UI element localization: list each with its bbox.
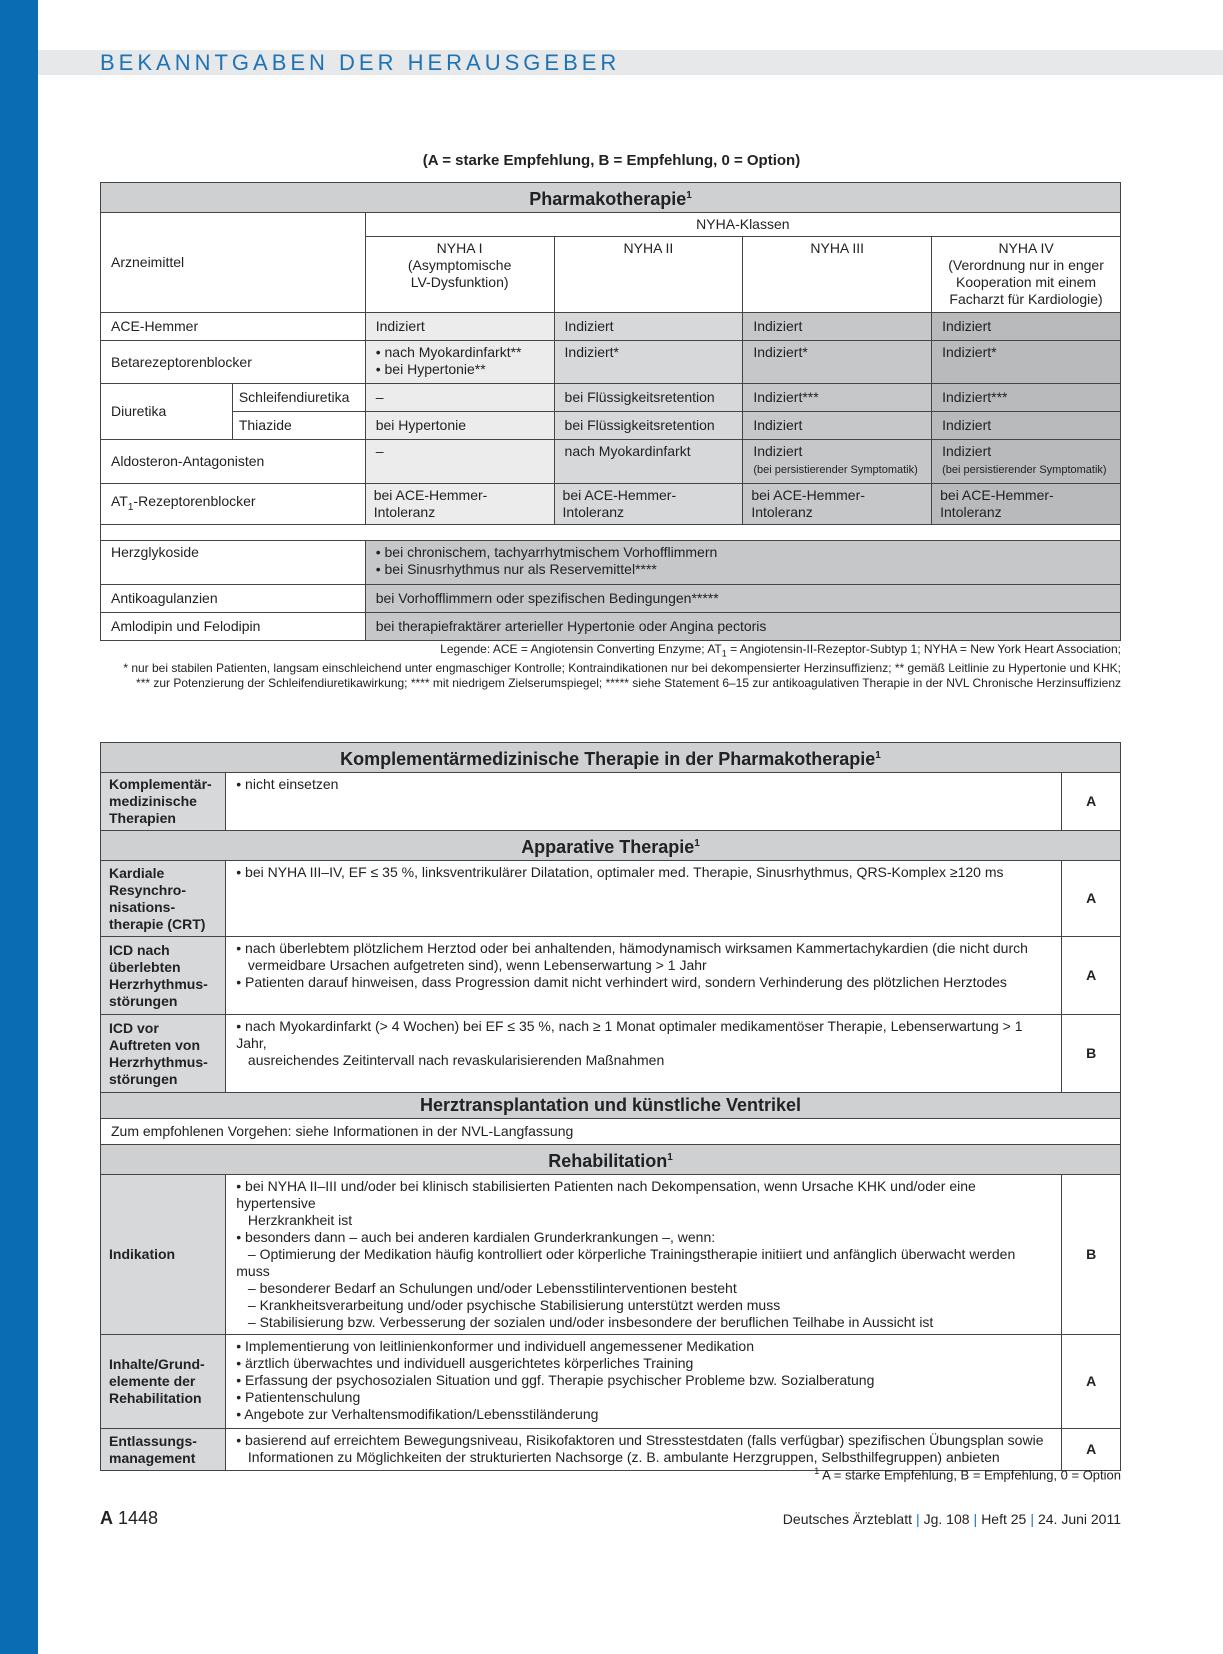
app-title: Apparative Therapie$^1$ <box>101 831 1121 861</box>
inh-label: Inhalte/Grund- elemente der Rehabilitation <box>101 1335 226 1429</box>
ent-label: Entlassungs- management <box>101 1429 226 1471</box>
cell-at1-1: bei ACE-Hemmer-Intoleranz <box>365 484 554 525</box>
row-label-diuretika: Diuretika <box>101 384 233 440</box>
cell-schleifen-4: Indiziert*** <box>932 384 1121 412</box>
row-label-schleifen: Schleifendiuretika <box>232 384 365 412</box>
nyha-2-header: NYHA II <box>554 237 743 313</box>
page-number: A 1448 <box>100 1508 159 1528</box>
cell-beta-2: Indiziert* <box>554 341 743 384</box>
nyha-1-header: NYHA I (Asymptomische LV-Dysfunktion) <box>365 237 554 313</box>
row-label-antikoagulanzien: Antikoagulanzien <box>101 585 366 613</box>
cell-thiazide-4: Indiziert <box>932 412 1121 440</box>
icd1-label: ICD nach überlebten Herzrhythmus- störungen <box>101 937 226 1015</box>
journal-date: 24. Juni 2011 <box>1037 1511 1121 1527</box>
icd2-label: ICD vor Auftreten von Herzrhythmus- störungen <box>101 1015 226 1093</box>
ind-grade: B <box>1062 1175 1121 1335</box>
col-drug-header: Arzneimittel <box>101 213 366 313</box>
journal-name: Deutsches Ärzteblatt <box>782 1511 912 1527</box>
row-label-aldosteron: Aldosteron-Antagonisten <box>101 440 366 484</box>
komp-label: Komplementär- medizinische Therapien <box>101 773 226 831</box>
cell-aldo-1: – <box>365 440 554 484</box>
legend-line-2: * nur bei stabilen Patienten, langsam einschleichend unter engmaschiger Kontrolle; Kontraindikationen nur bei dekompensierter Herzinsuffizienz; ** gemäß Leitlinie zu Hypertonie und KHK; <box>123 661 1121 676</box>
row-label-at1: $AT_1$-Rezeptorenblocker <box>101 484 366 525</box>
cell-at1-4: bei ACE-Hemmer-Intoleranz <box>932 484 1121 525</box>
inh-grade: A <box>1062 1335 1121 1429</box>
nyha-group-header: NYHA-Klassen <box>365 213 1120 237</box>
cell-thiazide-2: bei Flüssigkeitsretention <box>554 412 743 440</box>
komp-title: Komplementärmedizinische Therapie in der Pharmakotherapie$^1$ <box>101 743 1121 773</box>
section-header: BEKANNTGABEN DER HERAUSGEBER <box>100 50 621 75</box>
cell-ace-3: Indiziert <box>743 313 932 341</box>
journal-heft: Heft 25 <box>981 1511 1027 1527</box>
cell-schleifen-1: – <box>365 384 554 412</box>
icd1-text: • nach überlebtem plötzlichem Herztod oder bei anhaltenden, hämodynamisch wirksamen Kammertachykardien (die nicht durch vermeidbare Ursachen aufgetreten sind), wenn Lebenserwartung > 1 Jahr • Patienten darauf hinweisen, dass Progression damit nicht verhindert wird, sondern Verhinderung des plötzlichen Herztodes <box>226 937 1062 1015</box>
crt-grade: A <box>1062 861 1121 937</box>
cell-schleifen-2: bei Flüssigkeitsretention <box>554 384 743 412</box>
legend-line-1: Legende: ACE = Angiotensin Converting Enzyme; $AT_1$ = Angiotensin-II-Rezeptor-Subtyp 1; NYHA = New York Heart Association; <box>440 642 1121 659</box>
crt-label: Kardiale Resynchro- nisations- therapie (CRT) <box>101 861 226 937</box>
nyha-3-header: NYHA III <box>743 237 932 313</box>
cell-aldo-3: Indiziert (bei persistierender Symptomatik) <box>743 440 932 484</box>
row-label-herzglykoside: Herzglykoside <box>101 541 366 585</box>
row-label-beta: Betarezeptorenblocker <box>101 341 366 384</box>
reha-title: Rehabilitation$^1$ <box>101 1145 1121 1175</box>
cell-thiazide-3: Indiziert <box>743 412 932 440</box>
journal-info: Deutsches Ärzteblatt | Jg. 108 | Heft 25 | 24. Juni 2011 <box>782 1511 1121 1527</box>
row-label-amlodipin: Amlodipin und Felodipin <box>101 613 366 641</box>
row-label-thiazide: Thiazide <box>232 412 365 440</box>
komp-text: • nicht einsetzen <box>226 773 1062 831</box>
inh-text: • Implementierung von leitlinienkonformer und individuell angemessener Medikation • ärztlich überwachtes und individuell ausgerichtetes körperliches Training • Erfassung der psychosozialen Situation und ggf. Therapie psychischer Probleme bzw. Sozialberatung • Patientenschulung • Angebote zur Verhaltensmodifikation/Lebensstiländerung <box>226 1335 1062 1429</box>
ind-text: • bei NYHA II–III und/oder bei klinisch stabilisierten Patienten nach Dekompensation, wenn Ursache KHK und/oder eine hypertensive Herzkrankheit ist • besonders dann – auch bei anderen kardialen Grunderkrankungen –, wenn: – Optimierung der Medikation häufig kontrolliert oder körperliche Trainingstherapie initiiert und anfänglich überwacht werden muss – besonderer Bedarf an Schulungen und/oder Lebensstilinterventionen besteht – Krankheitsverarbeitung und/oder psychische Stabilisierung unterstützt werden muss – Stabilisierung bzw. Verbesserung der sozialen und/oder insbesondere der beruflichen Teilhabe in Aussicht ist <box>226 1175 1062 1335</box>
htx-title: Herztransplantation und künstliche Ventrikel <box>101 1093 1121 1119</box>
cell-herzglykoside: • bei chronischem, tachyarrhytmischem Vorhofflimmern • bei Sinusrhythmus nur als Reservemittel**** <box>365 541 1120 585</box>
cell-schleifen-3: Indiziert*** <box>743 384 932 412</box>
nyha-4-header: NYHA IV (Verordnung nur in enger Kooperation mit einem Facharzt für Kardiologie) <box>932 237 1121 313</box>
table-spacer <box>101 525 1121 541</box>
journal-jg: Jg. 108 <box>923 1511 970 1527</box>
cell-beta-3: Indiziert* <box>743 341 932 384</box>
cell-at1-2: bei ACE-Hemmer-Intoleranz <box>554 484 743 525</box>
cell-thiazide-1: bei Hypertonie <box>365 412 554 440</box>
cell-antikoagulanzien: bei Vorhofflimmern oder spezifischen Bedingungen***** <box>365 585 1120 613</box>
cell-beta-1: • nach Myokardinfarkt** • bei Hypertonie** <box>365 341 554 384</box>
pharma-table <box>100 182 1121 641</box>
komp-grade: A <box>1062 773 1121 831</box>
ind-label: Indikation <box>101 1175 226 1335</box>
row-label-ace: ACE-Hemmer <box>101 313 366 341</box>
cell-beta-4: Indiziert* <box>932 341 1121 384</box>
legend-line-3: *** zur Potenzierung der Schleifendiuretikawirkung; **** mit niedrigem Zielserumspiegel; ***** siehe Statement 6–15 zur antikoagulativen Therapie in der NVL Chronische Herzinsuffizienz <box>136 676 1121 691</box>
icd2-grade: B <box>1062 1015 1121 1093</box>
therapy-table <box>100 742 1121 1471</box>
cell-ace-4: Indiziert <box>932 313 1121 341</box>
grade-legend: (A = starke Empfehlung, B = Empfehlung, 0 = Option) <box>422 152 801 169</box>
icd1-grade: A <box>1062 937 1121 1015</box>
aldo-note-4: (bei persistierender Symptomatik) <box>942 464 1107 476</box>
cell-at1-3: bei ACE-Hemmer-Intoleranz <box>743 484 932 525</box>
crt-text: • bei NYHA III–IV, EF ≤ 35 %, linksventrikulärer Dilatation, optimaler med. Therapie, Sinusrhythmus, QRS-Komplex ≥120 ms <box>226 861 1062 937</box>
pharma-title: Pharmakotherapie$^1$ <box>101 183 1121 213</box>
cell-aldo-2: nach Myokardinfarkt <box>554 440 743 484</box>
cell-amlodipin: bei therapiefraktärer arterieller Hypertonie oder Angina pectoris <box>365 613 1120 641</box>
cell-aldo-4: Indiziert (bei persistierender Symptomatik) <box>932 440 1121 484</box>
icd2-text: • nach Myokardinfarkt (> 4 Wochen) bei EF ≤ 35 %, nach ≥ 1 Monat optimaler medikamentöser Therapie, Lebenserwartung > 1 Jahr, ausreichendes Zeitintervall nach revaskularisierenden Maßnahmen <box>226 1015 1062 1093</box>
htx-text: Zum empfohlenen Vorgehen: siehe Informationen in der NVL-Langfassung <box>101 1119 1121 1145</box>
grade-footnote: $^1$ A = starke Empfehlung, B = Empfehlung, 0 = Option <box>814 1466 1121 1483</box>
left-color-bar <box>0 0 38 1654</box>
cell-ace-1: Indiziert <box>365 313 554 341</box>
cell-ace-2: Indiziert <box>554 313 743 341</box>
ent-text: • basierend auf erreichtem Bewegungsniveau, Risikofaktoren und Stresstestdaten (falls verfügbar) spezifischen Übungsplan sowie Informationen zu Möglichkeiten der strukturierten Nachsorge (z. B. ambulante Herzgruppen, Selbsthilfegruppen) anbieten <box>226 1429 1062 1471</box>
aldo-note-3: (bei persistierender Symptomatik) <box>753 464 918 476</box>
ent-grade: A <box>1062 1429 1121 1471</box>
pharma-legend <box>100 642 1121 691</box>
